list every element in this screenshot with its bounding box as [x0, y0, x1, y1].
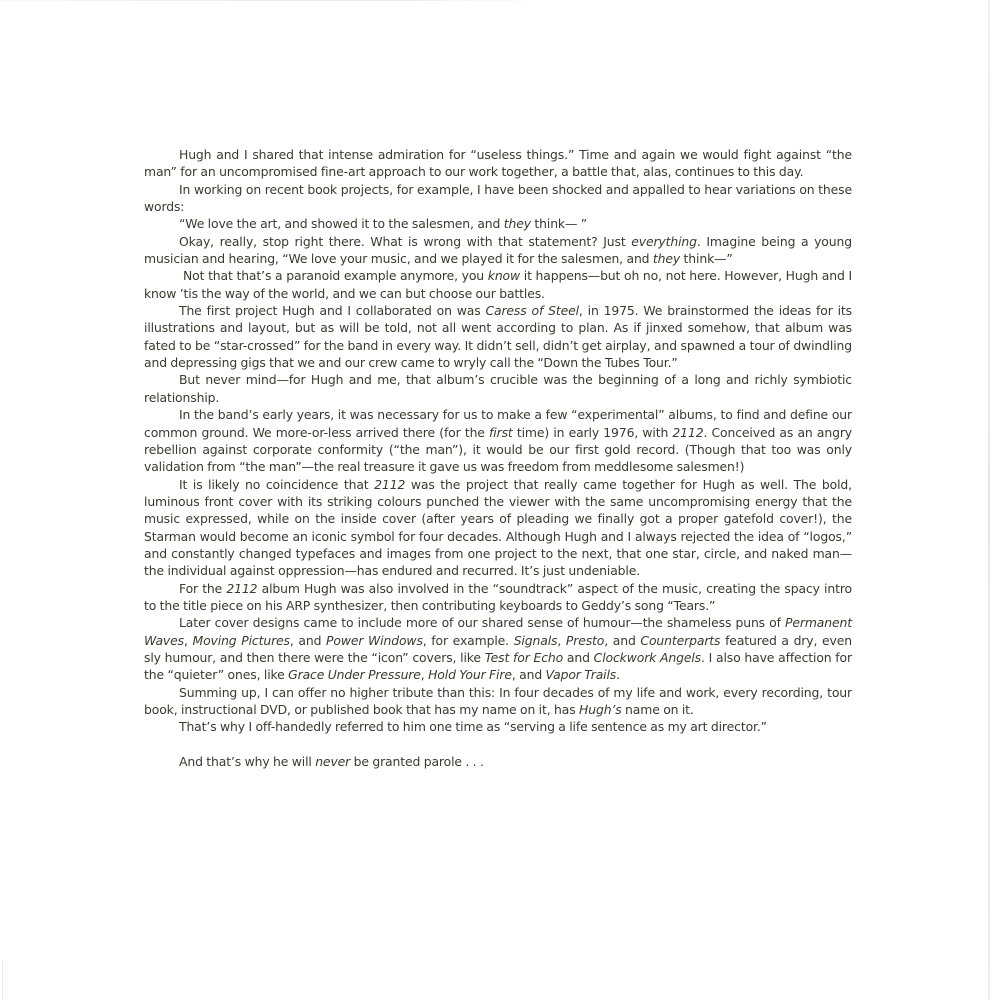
text-run: In the band’s early years, it was necessary for us to make a few “experimental” albums, to find and define our common ground. We more-or-less arrived there (for the [144, 407, 852, 440]
text-run: It is likely no coincidence that [179, 476, 375, 492]
italic-text-run: Vapor Trails [545, 667, 617, 683]
text-run: , for example. [422, 632, 514, 648]
text-run: was the project that really came together for Hugh as well. The bold, luminous front cover with its striking colours punched the viewer with the same uncompromising energy that the music expressed, while on the inside cover (after years of pleading we finally got a proper gatefold cover!), the Starman would become an iconic symbol for four decades. Although Hugh and I always rejected the idea of “logos,” and constantly changed typefaces and images from one project to the next, that one star, circle, and naked man—the individual against oppression—has endured and recurred. It’s just undeniable. [144, 476, 852, 579]
italic-text-run: Grace Under Pressure [288, 667, 421, 683]
text-run: album Hugh was also involved in the “soundtrack” aspect of the music, creating the spacy intro to the title piece on his ARP synthesizer, then contributing keyboards to Geddy’s song “Tears.” [144, 580, 852, 613]
text-run: Not that that’s a paranoid example anymore, you [183, 268, 488, 284]
paragraph-10 [144, 580, 852, 615]
italic-text-run: they [503, 216, 531, 232]
text-run: , [420, 667, 429, 683]
text-run: featured a dry, even sly humour, and then there were the “icon” covers, like [144, 632, 852, 665]
text-run: be granted parole . . . [350, 754, 484, 770]
paragraph-12 [144, 684, 852, 719]
text-run: Summing up, I can offer no higher tribute than this: In four decades of my life and work, every recording, tour book, instructional DVD, or published book that has my name on it, has [144, 684, 852, 717]
text-run: And that’s why he will [179, 754, 316, 770]
text-run: , and [289, 632, 327, 648]
text-run: think—” [680, 251, 733, 267]
paragraph-11 [144, 614, 852, 683]
text-run: Okay, really, stop right there. What is wrong with that statement? Just [179, 233, 632, 249]
italic-text-run: Caress of Steel [485, 303, 579, 319]
text-run: , and [511, 667, 546, 683]
text-run: it happens—but oh no, not here. However, Hugh and I know ’tis the way of the world, and we can but choose our battles. [144, 268, 852, 301]
paragraph-3 [144, 215, 852, 232]
text-run: . [616, 667, 620, 683]
italic-text-run: Permanent Waves [144, 615, 852, 648]
paragraph-7 [144, 371, 852, 406]
text-run: time) in early 1976, with [512, 424, 673, 440]
text-run: “We love the art, and showed it to the salesmen, and [179, 216, 504, 232]
text-run: , and [604, 632, 641, 648]
paragraph-9 [144, 476, 852, 580]
italic-text-run: Hold Your Fire [428, 667, 512, 683]
paragraph-4 [144, 233, 852, 268]
text-run: , [557, 632, 566, 648]
paragraph-5 [144, 267, 852, 302]
italic-text-run: know [487, 268, 521, 284]
text-run: . I also have affection for the “quieter” ones, like [144, 649, 852, 683]
text-run: That’s why I off-handedly referred to him one time as “serving a life sentence as my art director.” [179, 719, 767, 735]
text-run: The first project Hugh and I collaborated on was [179, 303, 486, 319]
text-run: and [563, 649, 594, 665]
text-run: , in 1975. We brainstormed the ideas for its illustrations and layout, but as will be told, not all went according to plan. As if jinxed somehow, that album was fated to be “star-crossed” for the band in every way. It didn’t sell, didn’t get airplay, and spawned a tour of dwindling and depressing gigs that we and our crew came to wryly call the “Down the Tubes Tour.” [144, 303, 852, 371]
text-run: Hugh and I shared that intense admiration for “useless things.” Time and again we would fight against “the man” for an uncompromised fine-art approach to our work together, a battle that, alas, continues to this day. [144, 147, 852, 180]
page-edge-top [0, 0, 560, 1]
italic-text-run: Hugh’s [579, 702, 622, 717]
italic-text-run: never [315, 754, 351, 770]
italic-text-run: Counterparts [640, 632, 721, 648]
page-edge-right [988, 0, 990, 1000]
italic-text-run: Presto [565, 632, 605, 648]
text-run: Later cover designs came to include more of our shared sense of humour—the shameless puns of [179, 615, 786, 631]
italic-text-run: Signals [513, 632, 558, 648]
italic-text-run: first [489, 424, 513, 440]
body-text [144, 146, 852, 770]
page-edge-left [2, 960, 3, 1000]
italic-text-run: 2112 [226, 580, 258, 596]
italic-text-run: Power Windows [326, 632, 423, 648]
paragraph-13 [144, 718, 852, 735]
paragraph-8 [144, 406, 852, 475]
text-run: But never mind—for Hugh and me, that album’s crucible was the beginning of a long and richly symbiotic relationship. [144, 372, 852, 405]
text-run: think— ” [530, 216, 588, 232]
text-run: , [183, 632, 193, 648]
italic-text-run: 2112 [374, 476, 406, 492]
text-run: For the [179, 580, 227, 596]
text-run: In working on recent book projects, for example, I have been shocked and appalled to hear variations on these words: [144, 181, 852, 215]
text-run: . Imagine being a young musician and hearing, “We love your music, and we played it for the salesmen, and [144, 233, 852, 267]
italic-text-run: Test for Echo [484, 649, 564, 665]
paragraph-1 [144, 146, 852, 181]
italic-text-run: they [652, 251, 681, 267]
text-run: name on it. [621, 702, 694, 717]
paragraph-14 [144, 753, 852, 770]
italic-text-run: 2112 [672, 424, 704, 440]
italic-text-run: Moving Pictures [192, 632, 290, 648]
paragraph-6 [144, 302, 852, 371]
italic-text-run: everything [631, 233, 697, 249]
paragraph-2 [144, 181, 852, 216]
text-run: . Conceived as an angry rebellion against corporate conformity (“the man”), it would be our first gold record. (Though that too was only validation from “the man”—the real treasure it gave us was freedom from meddlesome salesmen!) [144, 424, 853, 475]
italic-text-run: Clockwork Angels [593, 649, 702, 665]
